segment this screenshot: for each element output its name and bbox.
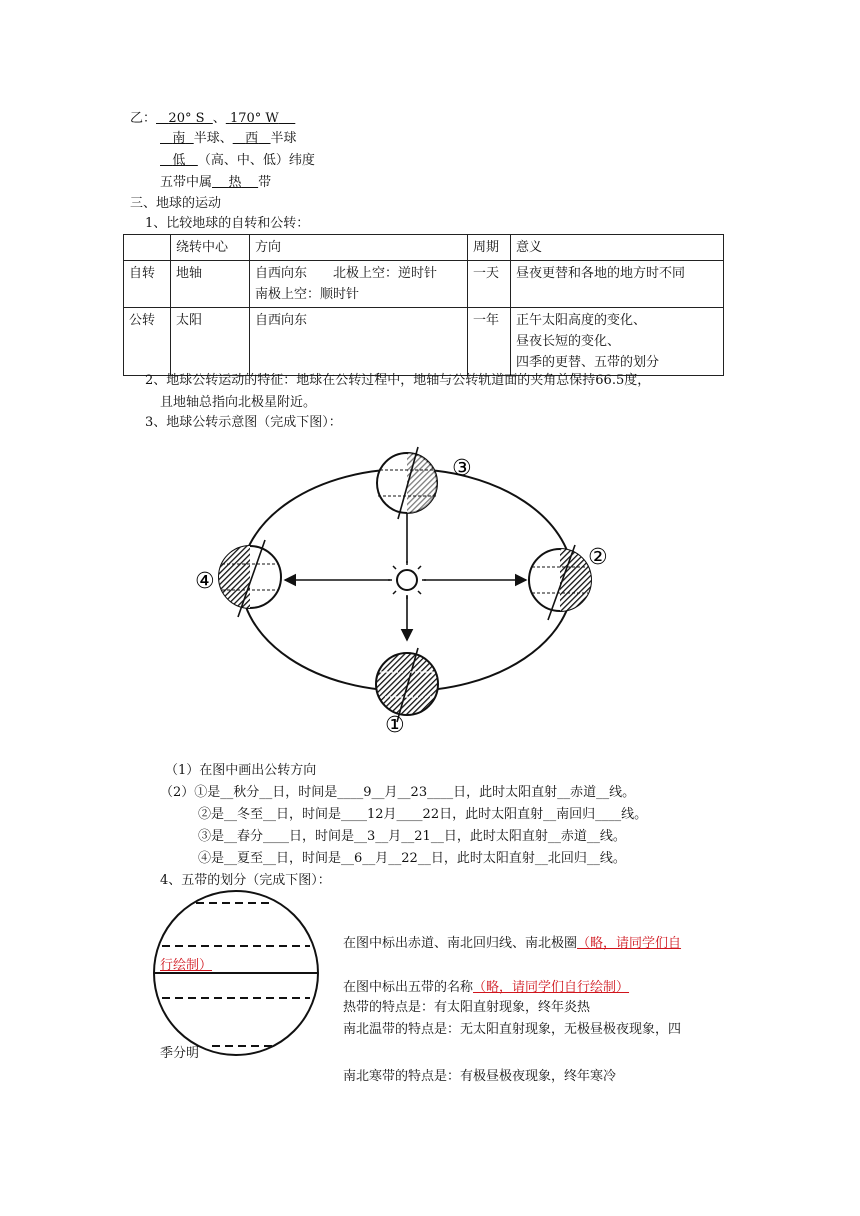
q3-sub1: （1）在图中画出公转方向 [165,763,317,778]
meaning-line: 昼夜更替和各地的地方时不同 [516,266,686,281]
table-cell-name: 自转 [124,261,171,308]
table-header-cell: 绕转中心 [171,235,250,261]
q4-mark-zones [343,979,629,997]
yi-hemisphere-ns: 南 [172,131,186,146]
direction-line-1: 自西向东 北极上空：逆时针 [255,266,438,281]
yi-latitude: 20° S [168,111,205,126]
q4-temperate-cont: 季分明 [160,1046,200,1061]
yi-hemi-ns-suffix: 半球、 [193,131,233,146]
q3-title: 3、地球公转示意图（完成下图）： [145,415,342,430]
q2-line-1: 2、地球公转运动的特征：地球在公转过程中，地轴与公转轨道面的夹角总保持66.5度， [145,373,651,388]
direction-line-2: 南极上空：顺时针 [255,287,360,302]
meaning-line: 正午太阳高度的变化、 [516,313,647,328]
orbit-label-1: ① [385,713,405,738]
yi-prefix: 乙： [130,111,157,126]
yi-longitude: 170° W [229,111,279,126]
q3-answer-2: ②是__冬至__日，时间是____12月____22日，此时太阳直射__南回归____线。 [198,807,648,822]
yi-zone-prefix: 五带中属 [160,175,213,190]
q4-tropic: 热带的特点是：有太阳直射现象，终年炎热 [343,1000,591,1015]
q4-mark-lines-red: （略，请同学们自 [577,936,682,951]
table-header-cell: 方向 [250,235,468,261]
earth-position-3 [377,447,437,519]
table-cell-center: 太阳 [171,308,250,376]
yi-zone: 热 [228,175,242,190]
q1-title: 1、比较地球的自转和公转： [145,216,310,231]
yi-hemisphere-ew: 西 [245,131,259,146]
yi-latitude-level: 低 [172,153,186,168]
yi-zone-suffix: 带 [258,175,272,190]
section3-title: 三、地球的运动 [130,196,222,211]
yi-hemi-ew-suffix: 半球 [270,131,297,146]
table-header-cell: 周期 [468,235,511,261]
q4-mark-lines-cont [160,957,212,975]
q4-title: 4、五带的划分（完成下图）： [160,873,331,888]
orbit-label-3: ③ [452,456,472,481]
direction-line-1: 自西向东 [255,313,308,328]
earth-position-4 [219,540,281,617]
q4-mark-lines [343,935,681,953]
q4-mark-lines-text: 在图中标出赤道、南北回归线、南北极圈 [343,936,578,951]
table-cell-name: 公转 [124,308,171,376]
yi-latitude-suffix: （高、中、低）纬度 [197,153,315,168]
table-header-cell: 意义 [511,235,724,261]
sun-icon [388,561,426,599]
q4-temperate: 南北温带的特点是：无太阳直射现象，无极昼极夜现象，四 [343,1022,682,1037]
sun-arrows [285,498,526,640]
table-cell-center: 地轴 [171,261,250,308]
table-cell-period: 一年 [468,308,511,376]
earth-position-2 [529,545,591,620]
yi-sep: 、 [212,111,226,126]
orbit-label-2: ② [588,545,608,570]
orbit-label-4: ④ [195,569,215,594]
q4-mark-zones-text: 在图中标出五带的名称 [343,980,474,995]
q3-answer-3: ③是__春分____日，时间是__3__月__21__日，此时太阳直射__赤道__线。 [198,829,626,844]
q3-answer-4: ④是__夏至__日，时间是__6__月__22__日，此时太阳直射__北回归__线。 [198,851,626,866]
q4-mark-zones-red: （略，请同学们自行绘制） [473,980,630,995]
q2-line-2: 且地轴总指向北极星附近。 [160,395,317,410]
meaning-line: 昼夜长短的变化、 [516,334,621,349]
table-cell-period: 一天 [468,261,511,308]
q4-mark-lines-red-cont: 行绘制） [160,958,213,973]
q3-answer-1: （2）①是__秋分__日，时间是____9__月__23____日，此时太阳直射__赤道__线。 [160,785,636,800]
q4-frigid: 南北寒带的特点是：有极昼极夜现象，终年寒冷 [343,1069,617,1084]
meaning-line: 四季的更替、五带的划分 [516,355,660,370]
earth-position-1 [376,648,438,722]
